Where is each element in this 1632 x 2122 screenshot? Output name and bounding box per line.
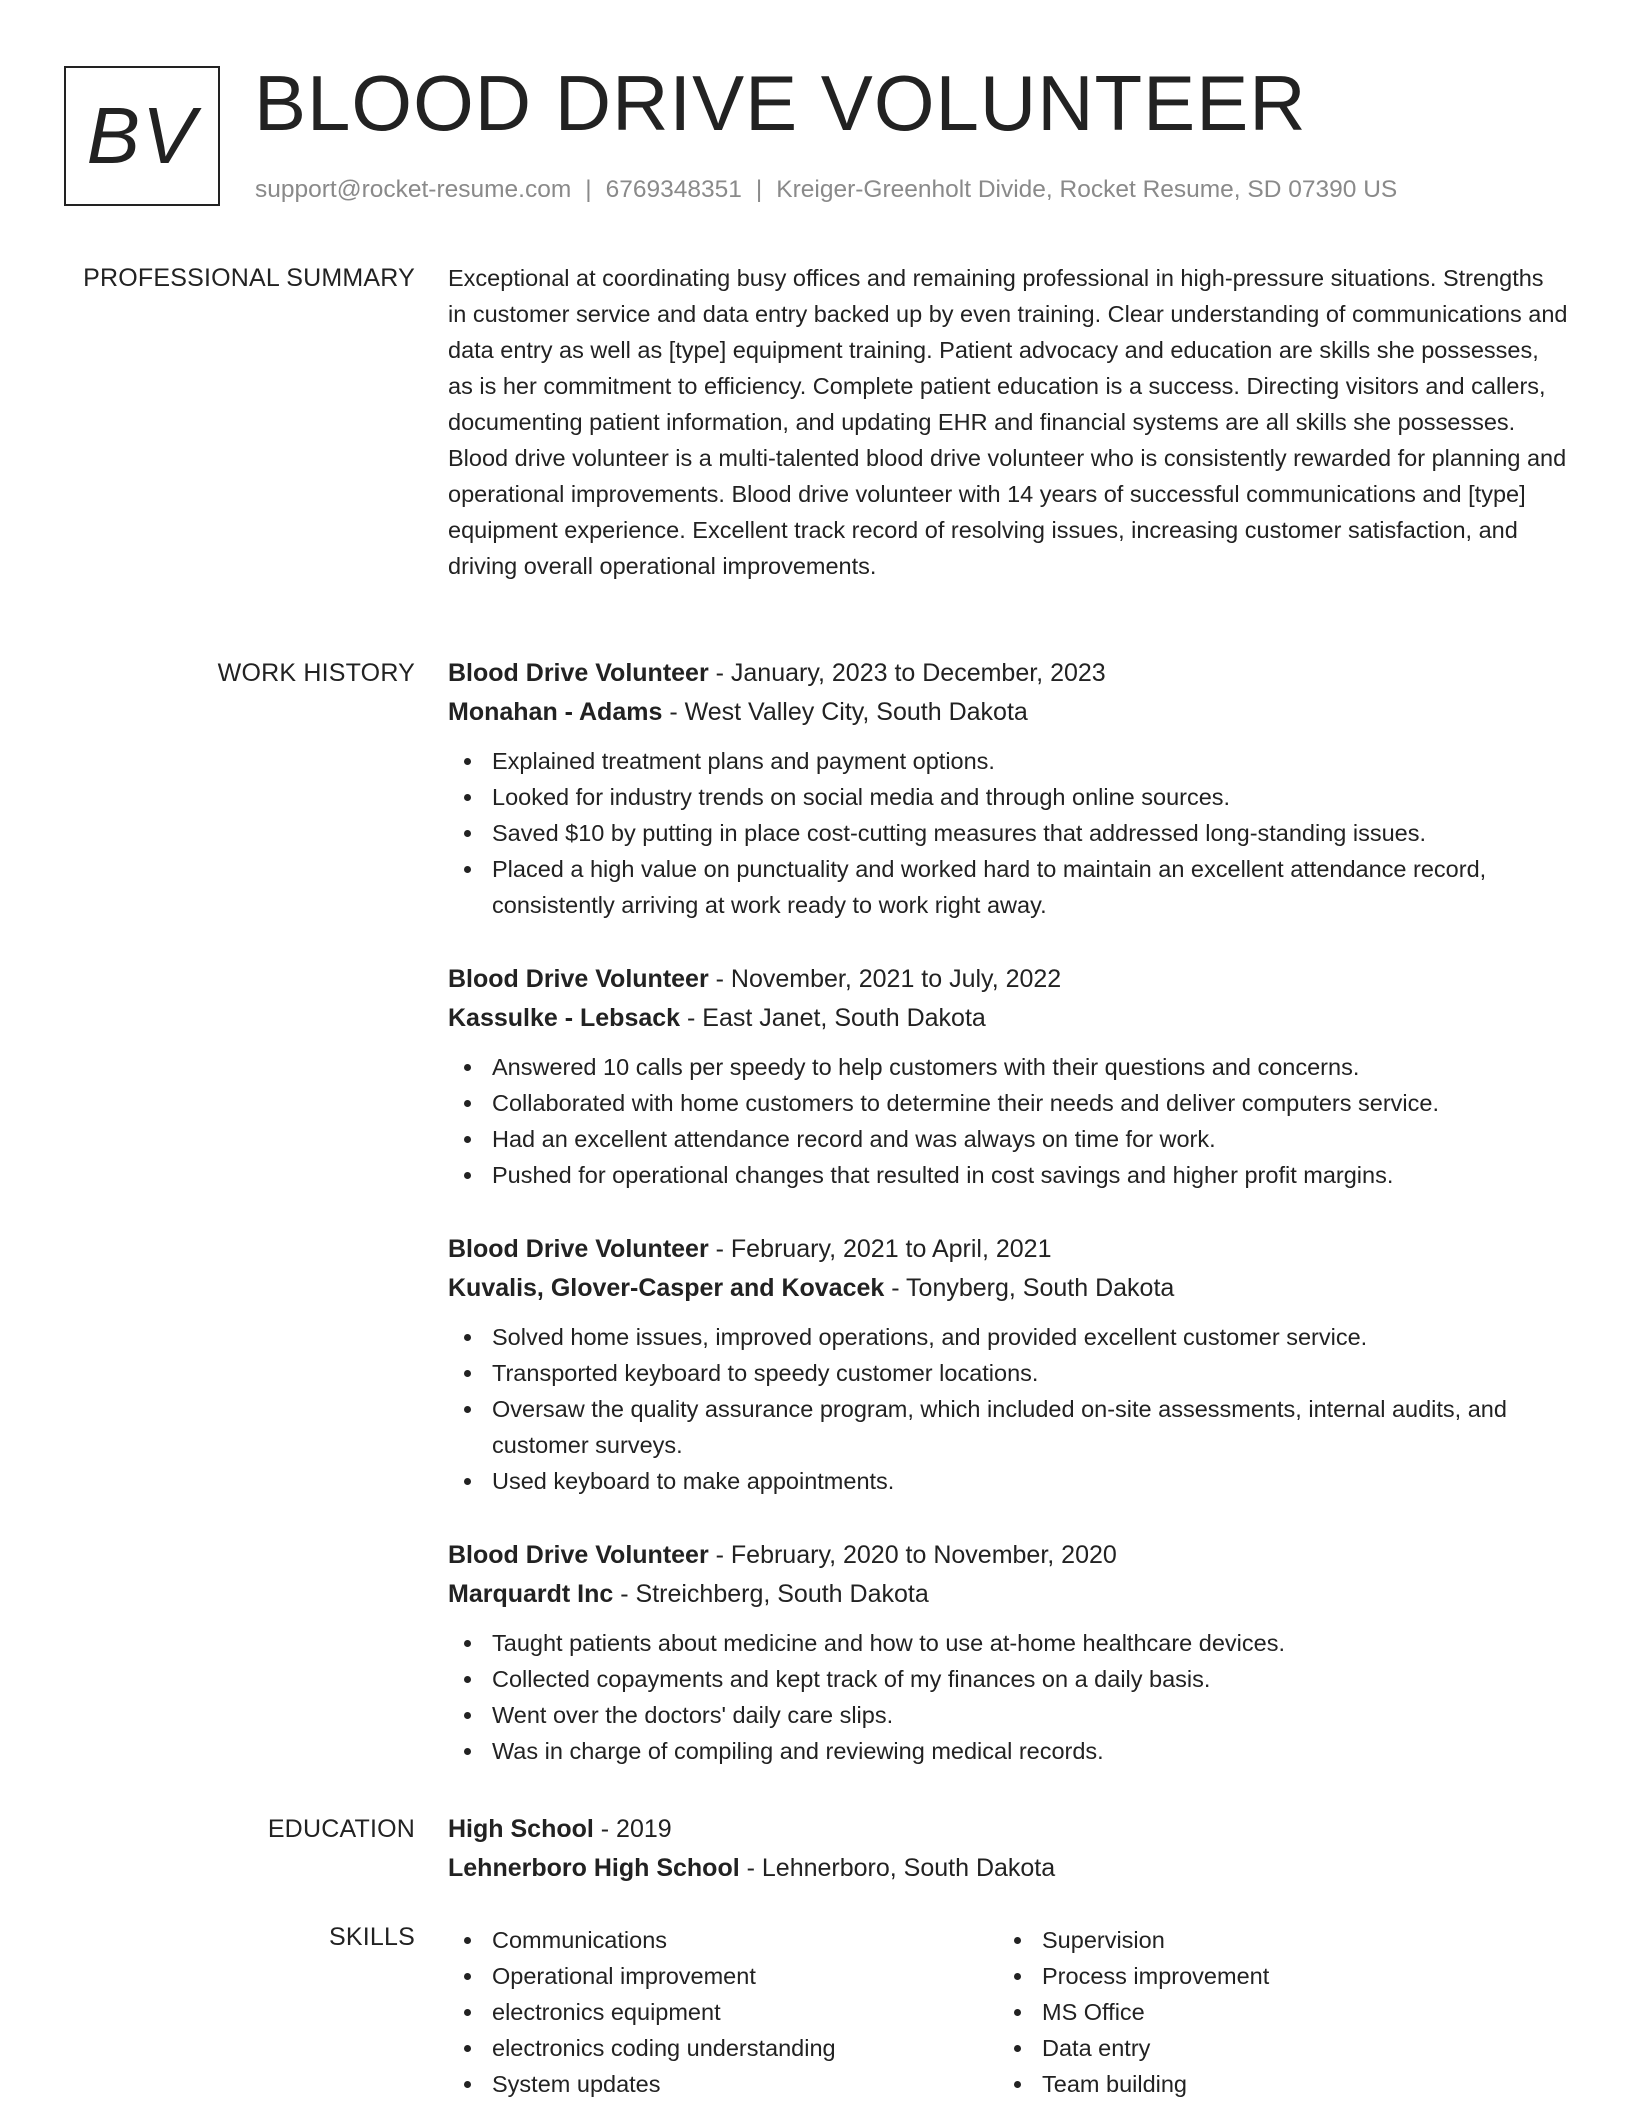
skill-item: electronics equipment: [448, 1994, 988, 2030]
job-company-line: [448, 1273, 1568, 1303]
contact-separator: |: [755, 176, 763, 203]
job-company: Monahan - Adams: [448, 698, 663, 726]
list-item: Explained treatment plans and payment options.: [448, 743, 1568, 779]
summary-body: [448, 263, 1568, 584]
summary-text: Exceptional at coordinating busy offices and remaining professional in high-pressure situations. Strengths in customer service and data entry backed up by even training. Clear understanding of communications and data entry as well as [type] equipment training. Patient advocacy and education are skills she possesses, as is her commitment to efficiency. Complete patient education is a success. Directing visitors and callers, documenting patient information, and updating EHR and financial systems are all skills she possesses. Blood drive volunteer is a multi-talented blood drive volunteer who is consistently rewarded for planning and operational improvements. Blood drive volunteer with 14 years of successful communications and [type] equipment experience. Excellent track record of resolving issues, increasing customer satisfaction, and driving overall operational improvements.: [448, 265, 1568, 579]
contact-line: [255, 175, 1397, 205]
skill-item: Operational improvement: [448, 1958, 988, 1994]
job-title: Blood Drive Volunteer: [448, 1541, 709, 1569]
list-item: Pushed for operational changes that resulted in cost savings and higher profit margins.: [448, 1157, 1568, 1193]
skill-item: electronics coding understanding: [448, 2030, 988, 2066]
education-year: - 2019: [593, 1815, 672, 1843]
skill-item: Process improvement: [998, 1958, 1538, 1994]
job-title-line: [448, 658, 1568, 688]
education-location: - Lehnerboro, South Dakota: [739, 1854, 1056, 1882]
skill-item: Communications: [448, 1922, 988, 1958]
job-title-line: [448, 1540, 1568, 1570]
education-body: [448, 1814, 1568, 1883]
job-title: Blood Drive Volunteer: [448, 659, 709, 687]
list-item: Used keyboard to make appointments.: [448, 1463, 1568, 1499]
job-duties-list: [448, 743, 1568, 923]
skill-item: Supervision: [998, 1922, 1538, 1958]
skill-item: Data entry: [998, 2030, 1538, 2066]
job-entry: [448, 1540, 1568, 1769]
job-duties-list: [448, 1625, 1568, 1769]
contact-email[interactable]: support@rocket-resume.com: [255, 176, 572, 203]
section-heading: SKILLS: [329, 1923, 415, 1951]
job-duties-list: [448, 1319, 1568, 1499]
skill-item: Team building: [998, 2066, 1538, 2102]
job-company: Kassulke - Lebsack: [448, 1004, 681, 1032]
skills-list: [448, 1922, 988, 2102]
list-item: Collected copayments and kept track of my finances on a daily basis.: [448, 1661, 1568, 1697]
job-location: - West Valley City, South Dakota: [662, 698, 1028, 726]
list-item: Looked for industry trends on social media and through online sources.: [448, 779, 1568, 815]
job-entry: [448, 1234, 1568, 1499]
candidate-name: BLOOD DRIVE VOLUNTEER: [254, 59, 1307, 147]
list-item: Collaborated with home customers to determine their needs and deliver computers service.: [448, 1085, 1568, 1121]
list-item: Saved $10 by putting in place cost-cutting measures that addressed long-standing issues.: [448, 815, 1568, 851]
list-item: Answered 10 calls per speedy to help customers with their questions and concerns.: [448, 1049, 1568, 1085]
skill-item: System updates: [448, 2066, 988, 2102]
contact-address: Kreiger-Greenholt Divide, Rocket Resume, SD 07390 US: [776, 176, 1398, 203]
job-company: Marquardt Inc: [448, 1580, 614, 1608]
job-entry: [448, 658, 1568, 923]
job-entry: [448, 964, 1568, 1193]
job-location: - East Janet, South Dakota: [680, 1004, 986, 1032]
education-school-line: [448, 1853, 1568, 1883]
job-dates: - January, 2023 to December, 2023: [708, 659, 1106, 687]
job-company-line: [448, 1003, 1568, 1033]
list-item: Was in charge of compiling and reviewing medical records.: [448, 1733, 1568, 1769]
job-title: Blood Drive Volunteer: [448, 965, 709, 993]
education-degree: High School: [448, 1815, 594, 1843]
job-title: Blood Drive Volunteer: [448, 1235, 709, 1263]
list-item: Transported keyboard to speedy customer locations.: [448, 1355, 1568, 1391]
skills-columns: [448, 1922, 1568, 2122]
section-heading: EDUCATION: [267, 1815, 415, 1843]
section-heading: PROFESSIONAL SUMMARY: [83, 264, 415, 292]
contact-phone[interactable]: 6769348351: [605, 176, 742, 203]
job-title-line: [448, 1234, 1568, 1264]
education-school: Lehnerboro High School: [448, 1854, 740, 1882]
education-degree-line: [448, 1814, 1568, 1844]
skill-item: MS Office: [998, 1994, 1538, 2030]
skills-list: [998, 1922, 1538, 2102]
contact-separator: |: [585, 176, 592, 203]
job-title-line: [448, 964, 1568, 994]
monogram-logo: BV: [64, 66, 220, 206]
job-company: Kuvalis, Glover-Casper and Kovacek: [448, 1274, 885, 1302]
list-item: Solved home issues, improved operations, and provided excellent customer service.: [448, 1319, 1568, 1355]
job-dates: - February, 2021 to April, 2021: [708, 1235, 1052, 1263]
job-location: - Streichberg, South Dakota: [613, 1580, 929, 1608]
list-item: Went over the doctors' daily care slips.: [448, 1697, 1568, 1733]
job-dates: - February, 2020 to November, 2020: [708, 1541, 1117, 1569]
list-item: Placed a high value on punctuality and worked hard to maintain an excellent attendance record, consistently arriving at work ready to work right away.: [448, 851, 1568, 923]
skills-column-right: [998, 1922, 1538, 2102]
job-company-line: [448, 1579, 1568, 1609]
job-duties-list: [448, 1049, 1568, 1193]
list-item: Oversaw the quality assurance program, which included on-site assessments, internal audits, and customer surveys.: [448, 1391, 1568, 1463]
list-item: Taught patients about medicine and how to use at-home healthcare devices.: [448, 1625, 1568, 1661]
section-heading: WORK HISTORY: [217, 659, 415, 687]
job-dates: - November, 2021 to July, 2022: [708, 965, 1062, 993]
job-location: - Tonyberg, South Dakota: [884, 1274, 1175, 1302]
job-company-line: [448, 697, 1568, 727]
list-item: Had an excellent attendance record and was always on time for work.: [448, 1121, 1568, 1157]
skills-column-left: [448, 1922, 988, 2102]
